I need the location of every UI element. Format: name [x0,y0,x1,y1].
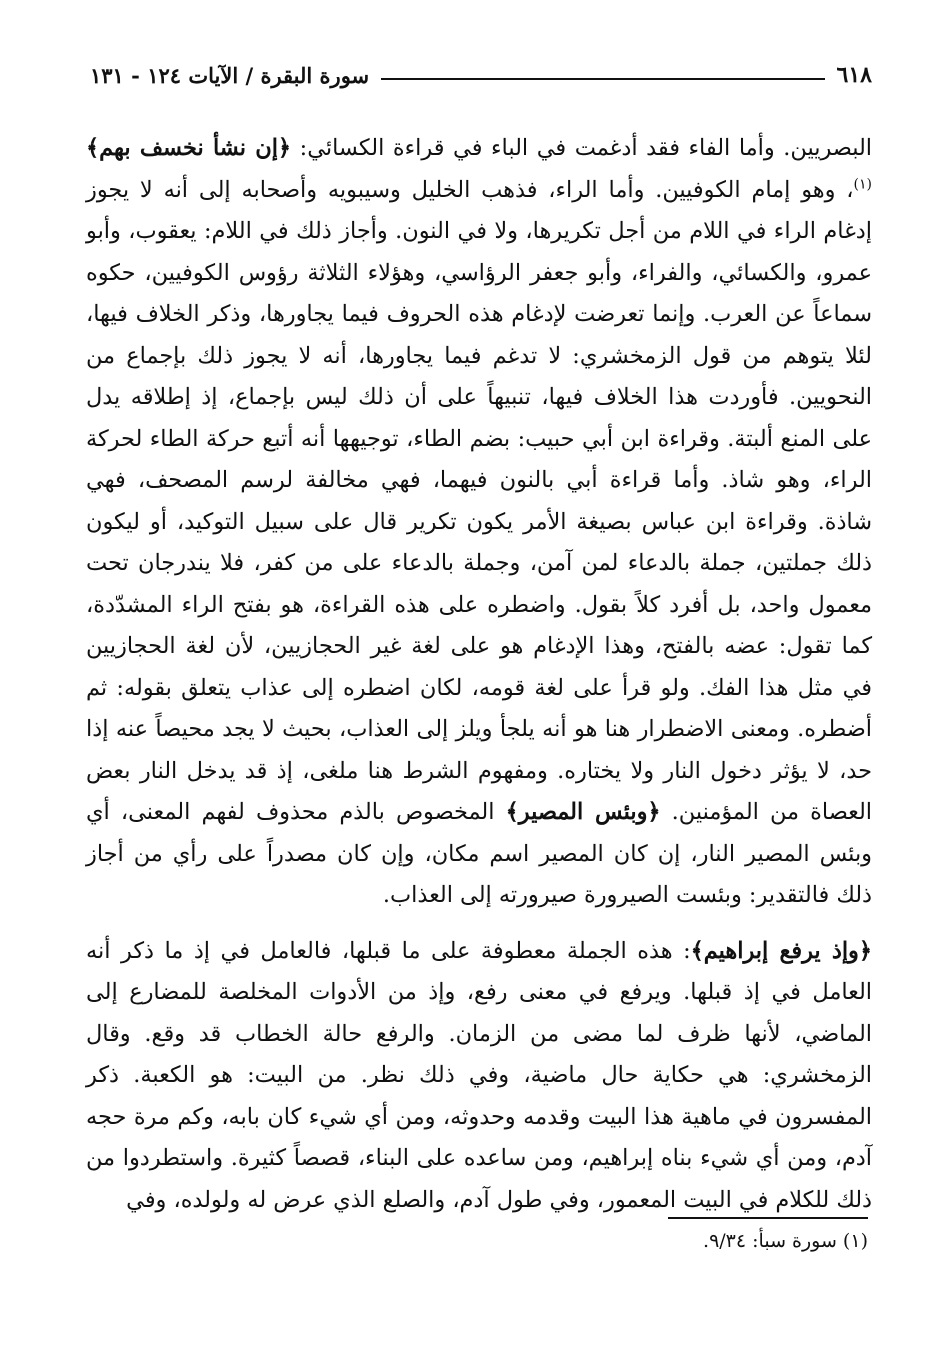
quran-quote-3: ﴿وإذ يرفع إبراهيم﴾ [690,937,872,964]
header-rule [381,78,824,80]
paragraph-2 [86,931,872,1222]
running-header [90,58,872,92]
footnote: (١) سورة سبأ: ٩/٣٤. [703,1230,868,1252]
main-text [86,128,872,1221]
paragraph-1-text-c: المخصوص بالذم محذوف لفهم المعنى، أي وبئس المصير النار، إن كان المصير اسم مكان، وإن كان مصدراً على رأي من أجاز ذلك فالتقدير: وبئست الصيرورة صيرورته إلى العذاب. [86,799,872,908]
header-title: سورة البقرة / الآيات ١٢٤ - ١٣١ [90,62,370,88]
paragraph-2-text: : هذه الجملة معطوفة على ما قبلها، فالعامل في إذ ما ذكر أنه العامل في إذ قبلها. ويرفع في معنى رفع، وإذ من الأدوات المخلصة للمضارع إلى الماضي، لأنها ظرف لما مضى من الزمان. والرفع حالة الخطاب قد وقع. وقال الزمخشري: هي حكاية حال ماضية، وفي ذلك نظر. من البيت: هو الكعبة. ذكر المفسرون في ماهية هذا البيت وقدمه وحدوثه، ومن أي شيء كان بابه، وكم مرة حجه آدم، ومن أي شيء بناه إبراهيم، ومن ساعده على البناء، قصصاً كثيرة. واستطردوا من ذلك للكلام في البيت المعمور، وفي طول آدم، والصلع الذي عرض له ولولده، وفي [86,937,872,1213]
paragraph-1 [86,128,872,917]
page-number: ٦١٨ [836,62,872,88]
paragraph-1-text-a: البصريين. وأما الفاء فقد أدغمت في الباء في قراءة الكسائي: [291,135,873,161]
quran-quote-2: ﴿وبئس المصير﴾ [505,799,661,825]
footnote-reference: (١) [853,176,872,193]
paragraph-1-text-b: ، وهو إمام الكوفيين. وأما الراء، فذهب الخليل وسيبويه وأصحابه إلى أنه لا يجوز إدغام الراء في اللام من أجل تكريرها، ولا في النون. وأجاز ذلك في اللام: يعقوب، وأبو عمرو، والكسائي، والفراء، وأبو جعفر الرؤاسي، وهؤلاء الثلاثة رؤوس الكوفيين، حكوه سماعاً عن العرب. وإنما تعرضت لإدغام هذه الحروف فيما يجاورها، وذكر الخلاف فيها، لئلا يتوهم من قول الزمخشري: لا تدغم فيما يجاورها، أنه لا يجوز ذلك بإجماع من النحويين. فأوردت هذا الخلاف فيها، تنبيهاً على أن ذلك ليس بإجماع، إذ إطلاقه يدل على المنع ألبتة. وقراءة ابن أبي حبيب: بضم الطاء، توجيهها أنه أتبع حركة الطاء لحركة الراء، وهو شاذ. وأما قراءة أبي بالنون فيهما، فهي مخالفة لرسم المصحف، فهي شاذة. وقراءة ابن عباس بصيغة الأمر يكون تكرير قال على سبيل التوكيد، أو ليكون ذلك جملتين، جملة بالدعاء لمن آمن، وجملة بالدعاء على من كفر، فلا يندرجان تحت معمول واحد، بل أفرد كلاً بقول. واضطره على هذه القراءة، هو بفتح الراء المشدّدة، كما تقول: عضه بالفتح، وهذا الإدغام هو على لغة غير الحجازيين، لأن لغة الحجازيين في مثل هذا الفك. ولو قرأ على لغة قومه، لكان اضطره إلى عذاب يتعلق بقوله: ثم أضطره. ومعنى الاضطرار هنا هو أنه يلجأ ويلز إلى العذاب، بحيث لا يجد محيصاً عنه إذا حد، لا يؤثر دخول النار ولا يختاره. ومفهوم الشرط هنا ملغى، إذ قد يدخل النار بعض العصاة من المؤمنين. [86,176,872,825]
quran-quote-1: ﴿إن نشأ نخسف بهم﴾ [86,135,292,161]
footnote-rule [668,1217,868,1219]
